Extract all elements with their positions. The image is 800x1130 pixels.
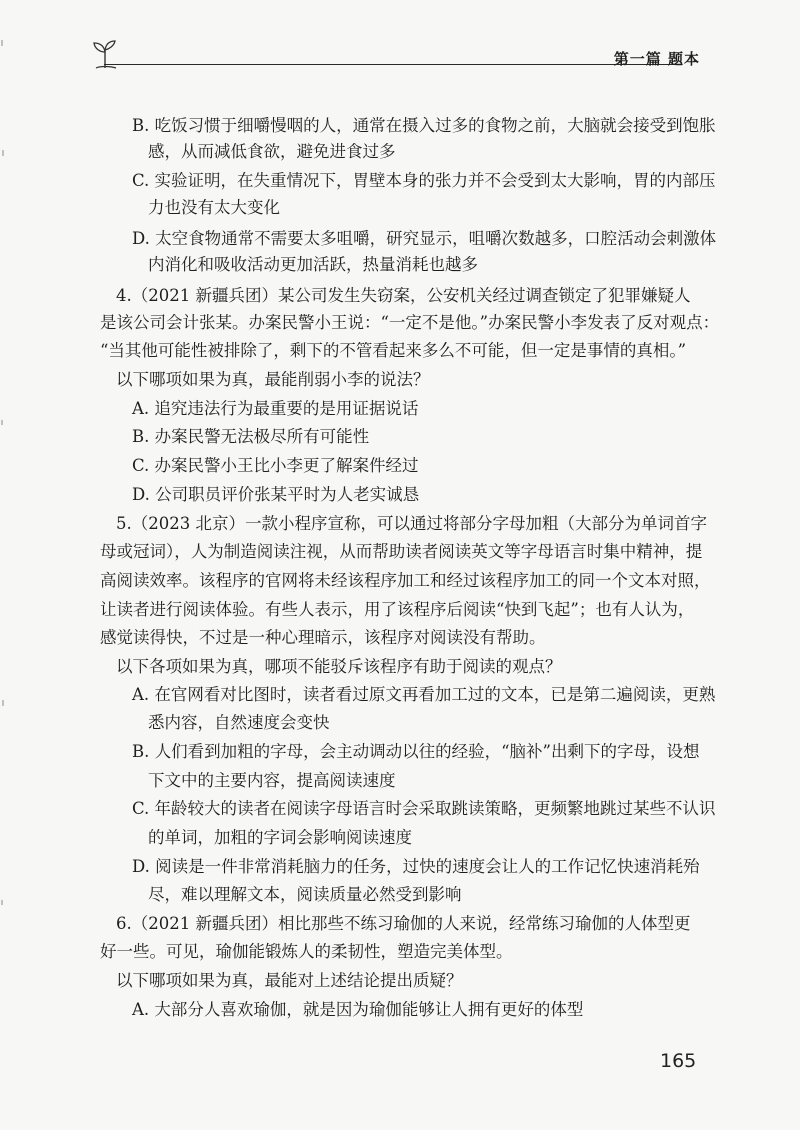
q6-stem-line1: 6.（2021 新疆兵团）相比那些不练习瑜伽的人来说，经常练习瑜伽的人体型更 (116, 914, 691, 933)
q5-option-b-line1: B. 人们看到加粗的字母，会主动调动以往的经验，“脑补”出剩下的字母，设想 (132, 742, 700, 761)
q3-option-b-line1: B. 吃饭习惯于细嚼慢咽的人，通常在摄入过多的食物之前，大脑就会接受到饱胀 (132, 116, 716, 135)
q4-option-c: C. 办案民警小王比小李更了解案件经过 (132, 456, 419, 475)
running-header (92, 38, 710, 72)
scan-edge-marks (0, 0, 14, 1130)
header-rule (104, 64, 674, 65)
section-title: 第一篇 题本 (613, 50, 700, 68)
q3-option-c-line1: C. 实验证明，在失重情况下，胃壁本身的张力并不会受到太大影响，胃的内部压 (132, 171, 716, 190)
q4-stem-line1: 4.（2021 新疆兵团）某公司发生失窃案，公安机关经过调查锁定了犯罪嫌疑人 (116, 286, 691, 305)
q5-stem-line3: 高阅读效率。该程序的官网将未经该程序加工和经过该程序加工的同一个文本对照， (100, 571, 711, 590)
q5-option-c-line1: C. 年龄较大的读者在阅读字母语言时会采取跳读策略，更频繁地跳过某些不认识 (132, 799, 716, 818)
q4-stem-line2: 是该公司会计张某。办案民警小王说：“一定不是他。”办案民警小李发表了反对观点： (100, 313, 720, 332)
q5-option-b-line2: 下文中的主要内容，提高阅读速度 (148, 771, 396, 790)
q6-stem-line2: 好一些。可见，瑜伽能锻炼人的柔韧性，塑造完美体型。 (100, 942, 513, 961)
q5-stem-line5: 感觉读得快，不过是一种心理暗示，该程序对阅读没有帮助。 (100, 628, 546, 647)
page-number: 165 (660, 1050, 697, 1072)
sprout-icon (92, 38, 118, 70)
q4-stem-line3: “当其他可能性被排除了，剩下的不管看起来多么不可能，但一定是事情的真相。” (100, 341, 687, 360)
q4-option-b: B. 办案民警无法极尽所有可能性 (132, 427, 370, 446)
q3-option-b-line2: 感，从而减低食欲，避免进食过多 (148, 142, 396, 161)
q5-option-d-line2: 尽，难以理解文本，阅读质量必然受到影响 (148, 885, 462, 904)
q5-stem-line1: 5.（2023 北京）一款小程序宣称，可以通过将部分字母加粗（大部分为单词首字 (116, 514, 707, 533)
q4-question: 以下哪项如果为真，最能削弱小李的说法？ (116, 370, 430, 389)
q5-option-d-line1: D. 阅读是一件非常消耗脑力的任务，过快的速度会让人的工作记忆快速消耗殆 (132, 857, 700, 876)
q4-option-a: A. 追究违法行为最重要的是用证据说话 (132, 399, 419, 418)
q5-option-a-line1: A. 在官网看对比图时，读者看过原文再看加工过的文本，已是第二遍阅读，更熟 (132, 685, 716, 704)
q5-question: 以下各项如果为真，哪项不能驳斥该程序有助于阅读的观点？ (116, 657, 562, 676)
q6-question: 以下哪项如果为真，最能对上述结论提出质疑？ (116, 971, 463, 990)
q5-stem-line4: 让读者进行阅读体验。有些人表示，用了该程序后阅读“快到飞起”；也有人认为， (100, 600, 695, 619)
q5-option-c-line2: 的单词，加粗的字词会影响阅读速度 (148, 828, 412, 847)
q5-option-a-line2: 悉内容，自然速度会变快 (148, 713, 330, 732)
q3-option-d-line2: 内消化和吸收活动更加活跃，热量消耗也越多 (148, 255, 478, 274)
q6-option-a: A. 大部分人喜欢瑜伽，就是因为瑜伽能够让人拥有更好的体型 (132, 1000, 584, 1019)
q5-stem-line2: 母或冠词），人为制造阅读注视，从而帮助读者阅读英文等字母语言时集中精神，提 (100, 542, 703, 561)
q4-option-d: D. 公司职员评价张某平时为人老实诚恳 (132, 485, 420, 504)
q3-option-c-line2: 力也没有太大变化 (148, 198, 280, 217)
q3-option-d-line1: D. 太空食物通常不需要太多咀嚼，研究显示，咀嚼次数越多，口腔活动会刺激体 (132, 229, 717, 248)
